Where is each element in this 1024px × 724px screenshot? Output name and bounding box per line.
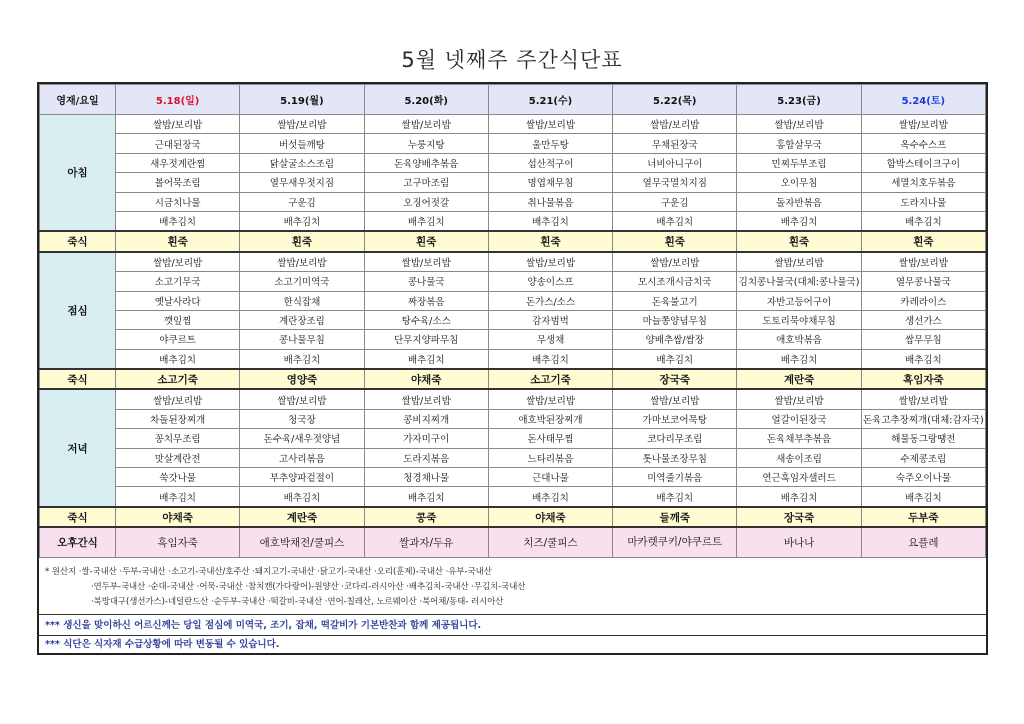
menu-item: 쌀밥/보리밥 <box>240 389 364 409</box>
menu-row <box>40 310 986 329</box>
menu-row <box>40 409 986 428</box>
menu-item: 오징어젓갈 <box>364 192 488 211</box>
menu-item: 배추김치 <box>240 349 364 369</box>
origin-line: * 원산지 ·쌀-국내산 ·두부-국내산 ·소고기-국내산/호주산 ·돼지고기-국내산 ·닭고기-국내산 ·오리(훈제)-국내산 ·유부-국내산 <box>45 566 492 576</box>
menu-item: 옛날사라다 <box>116 291 240 310</box>
menu-item: 돈수육/새우젓양념 <box>240 429 364 448</box>
menu-item: 볼어묵조림 <box>116 173 240 192</box>
menu-item: 쌀밥/보리밥 <box>488 115 612 134</box>
menu-row <box>40 389 986 409</box>
menu-item: 야채죽 <box>116 507 240 527</box>
menu-item: 흑임자죽 <box>116 527 240 558</box>
menu-item: 누룽지탕 <box>364 134 488 153</box>
menu-item: 장국죽 <box>613 369 737 389</box>
menu-item: 쌀밥/보리밥 <box>364 389 488 409</box>
day-header: 5.22(목) <box>613 85 737 115</box>
menu-item: 흰죽 <box>240 231 364 251</box>
menu-item: 쌀밥/보리밥 <box>364 252 488 272</box>
menu-item: 배추김치 <box>613 487 737 507</box>
meal-label: 오후간식 <box>40 527 116 558</box>
menu-item: 마카렛쿠키/야쿠르트 <box>613 527 737 558</box>
menu-item: 도라지나물 <box>861 192 985 211</box>
menu-item: 쌀밥/보리밥 <box>488 252 612 272</box>
menu-item: 오이무침 <box>737 173 861 192</box>
menu-item: 배추김치 <box>613 211 737 231</box>
menu-item: 도라지볶음 <box>364 448 488 467</box>
menu-item: 생선가스 <box>861 310 985 329</box>
day-header: 5.18(일) <box>116 85 240 115</box>
menu-item: 계란장조림 <box>240 310 364 329</box>
menu-row <box>40 211 986 231</box>
porridge-row <box>40 231 986 251</box>
menu-item: 배추김치 <box>488 349 612 369</box>
menu-item: 시금치나물 <box>116 192 240 211</box>
menu-item: 톳나물조장무침 <box>613 448 737 467</box>
menu-item: 쌀밥/보리밥 <box>861 252 985 272</box>
menu-item: 요플레 <box>861 527 985 558</box>
menu-item: 배추김치 <box>240 211 364 231</box>
menu-item: 짜장볶음 <box>364 291 488 310</box>
menu-item: 새우젓계란찜 <box>116 153 240 172</box>
menu-item: 쌈무무침 <box>861 330 985 349</box>
menu-item: 두부죽 <box>861 507 985 527</box>
day-header: 5.21(수) <box>488 85 612 115</box>
menu-item: 가자미구이 <box>364 429 488 448</box>
menu-row <box>40 448 986 467</box>
menu-item: 한식잡채 <box>240 291 364 310</box>
menu-row <box>40 291 986 310</box>
menu-item: 배추김치 <box>364 211 488 231</box>
menu-row <box>40 349 986 369</box>
menu-item: 쌀밥/보리밥 <box>240 115 364 134</box>
menu-item: 흰죽 <box>116 231 240 251</box>
menu-item: 청경채나물 <box>364 468 488 487</box>
menu-item: 홍합살무국 <box>737 134 861 153</box>
menu-item: 버섯들깨탕 <box>240 134 364 153</box>
menu-row <box>40 330 986 349</box>
menu-item: 구운김 <box>240 192 364 211</box>
menu-item: 꽁치무조림 <box>116 429 240 448</box>
menu-item: 구운김 <box>613 192 737 211</box>
menu-item: 양송이스프 <box>488 272 612 291</box>
menu-item: 치즈/쿨피스 <box>488 527 612 558</box>
menu-item: 해물동그랑땡전 <box>861 429 985 448</box>
birthday-notice: *** 생신을 맞이하신 어르신께는 당일 점심에 미역국, 조기, 잡채, 떡갈비가 기본반찬과 함께 제공됩니다. <box>39 614 986 635</box>
menu-item: 쌀밥/보리밥 <box>488 389 612 409</box>
menu-item: 쌀밥/보리밥 <box>737 115 861 134</box>
menu-item: 탕수육/소스 <box>364 310 488 329</box>
menu-item: 돈육고추장찌개(대체:감자국) <box>861 409 985 428</box>
menu-item: 야채죽 <box>364 369 488 389</box>
menu-item: 청국장 <box>240 409 364 428</box>
menu-item: 닭살굴소스조림 <box>240 153 364 172</box>
corner-header: 영재/요일 <box>40 85 116 115</box>
meal-label: 죽식 <box>40 231 116 251</box>
menu-item: 명엽채무침 <box>488 173 612 192</box>
menu-item: 콩나물국 <box>364 272 488 291</box>
menu-item: 소고기죽 <box>488 369 612 389</box>
menu-item: 고구마조림 <box>364 173 488 192</box>
menu-item: 야쿠르트 <box>116 330 240 349</box>
menu-item: 들깨죽 <box>613 507 737 527</box>
menu-item: 야채죽 <box>488 507 612 527</box>
menu-item: 부추양파겉절이 <box>240 468 364 487</box>
menu-item: 계란죽 <box>737 369 861 389</box>
menu-item: 모시조개시금치국 <box>613 272 737 291</box>
menu-item: 쌀밥/보리밥 <box>116 389 240 409</box>
menu-item: 근대나물 <box>488 468 612 487</box>
day-header: 5.24(토) <box>861 85 985 115</box>
page-title: 5월 넷째주 주간식단표 <box>401 48 623 72</box>
menu-item: 쌀밥/보리밥 <box>240 252 364 272</box>
menu-item: 배추김치 <box>861 487 985 507</box>
menu-item: 배추김치 <box>737 211 861 231</box>
menu-item: 쌀밥/보리밥 <box>116 115 240 134</box>
menu-item: 섭산적구이 <box>488 153 612 172</box>
menu-item: 쌀밥/보리밥 <box>613 389 737 409</box>
menu-item: 취나물볶음 <box>488 192 612 211</box>
menu-row <box>40 487 986 507</box>
menu-item: 배추김치 <box>364 487 488 507</box>
menu-item: 소고기미역국 <box>240 272 364 291</box>
menu-item: 소고기죽 <box>116 369 240 389</box>
menu-item: 양배추쌈/쌈장 <box>613 330 737 349</box>
menu-item: 소고기무국 <box>116 272 240 291</box>
menu-item: 카레라이스 <box>861 291 985 310</box>
menu-item: 고사리볶음 <box>240 448 364 467</box>
menu-item: 콩죽 <box>364 507 488 527</box>
menu-item: 무채된장국 <box>613 134 737 153</box>
menu-row <box>40 252 986 272</box>
menu-item: 흰죽 <box>364 231 488 251</box>
menu-item: 배추김치 <box>861 349 985 369</box>
menu-item: 김치콩나물국(대체:콩나물국) <box>737 272 861 291</box>
menu-item: 장국죽 <box>737 507 861 527</box>
menu-item: 배추김치 <box>613 349 737 369</box>
menu-item: 무생채 <box>488 330 612 349</box>
menu-item: 숙주오이나물 <box>861 468 985 487</box>
menu-item: 감자범벅 <box>488 310 612 329</box>
menu-item: 맛살계란전 <box>116 448 240 467</box>
menu-item: 느타리볶음 <box>488 448 612 467</box>
menu-item: 돈육양배추볶음 <box>364 153 488 172</box>
menu-item: 흰죽 <box>488 231 612 251</box>
menu-item: 열무국멸치지짐 <box>613 173 737 192</box>
menu-item: 자반고등어구이 <box>737 291 861 310</box>
day-header: 5.23(금) <box>737 85 861 115</box>
menu-item: 흰죽 <box>613 231 737 251</box>
menu-item: 배추김치 <box>861 211 985 231</box>
menu-row <box>40 134 986 153</box>
menu-item: 깻잎찜 <box>116 310 240 329</box>
menu-item: 코다리무조림 <box>613 429 737 448</box>
menu-item: 쌀밥/보리밥 <box>613 252 737 272</box>
menu-item: 열무콩나물국 <box>861 272 985 291</box>
porridge-row <box>40 369 986 389</box>
menu-item: 차돌된장찌개 <box>116 409 240 428</box>
menu-item: 배추김치 <box>737 349 861 369</box>
menu-item: 돈가스/소스 <box>488 291 612 310</box>
menu-item: 쌀밥/보리밥 <box>861 389 985 409</box>
menu-item: 마늘쫑양념무침 <box>613 310 737 329</box>
menu-item: 배추김치 <box>116 487 240 507</box>
menu-item: 배추김치 <box>488 211 612 231</box>
origin-line: ·북방대구(생선가스)-네덜란드산 ·순두부-국내산 ·떡갈비-국내산 ·연어-칠레산, 노르웨이산 ·북어채/동태- 러시아산 <box>91 596 504 606</box>
origin-line: ·연두부-국내산 ·순대-국내산 ·어묵-국내산 ·참치캔(가다랑어)-원양산 ·코다리-러시아산 ·배추김치-국내산 ·무김치-국내산 <box>91 581 526 591</box>
meal-label: 아침 <box>40 115 116 232</box>
menu-item: 단무지양파무침 <box>364 330 488 349</box>
menu-item: 쌀밥/보리밥 <box>737 389 861 409</box>
menu-item: 너비아니구이 <box>613 153 737 172</box>
menu-item: 함박스테이크구이 <box>861 153 985 172</box>
menu-item: 열무새우젓지짐 <box>240 173 364 192</box>
menu-item: 배추김치 <box>488 487 612 507</box>
porridge-row <box>40 507 986 527</box>
menu-row <box>40 115 986 134</box>
meal-label: 점심 <box>40 252 116 369</box>
menu-item: 바나나 <box>737 527 861 558</box>
menu-item: 흰죽 <box>737 231 861 251</box>
menu-item: 배추김치 <box>116 349 240 369</box>
menu-item: 흰죽 <box>861 231 985 251</box>
menu-row <box>40 192 986 211</box>
menu-item: 쌀과자/두유 <box>364 527 488 558</box>
menu-item: 돈육불고기 <box>613 291 737 310</box>
menu-item: 영양죽 <box>240 369 364 389</box>
menu-item: 쌀밥/보리밥 <box>364 115 488 134</box>
menu-row <box>40 272 986 291</box>
menu-item: 애호박된장찌개 <box>488 409 612 428</box>
meal-label: 죽식 <box>40 507 116 527</box>
menu-item: 배추김치 <box>364 349 488 369</box>
menu-item: 쌀밥/보리밥 <box>116 252 240 272</box>
menu-item: 애호박볶음 <box>737 330 861 349</box>
menu-item: 연근흑임자샐러드 <box>737 468 861 487</box>
menu-item: 도토리묵야채무침 <box>737 310 861 329</box>
menu-item: 돌자반볶음 <box>737 192 861 211</box>
meal-label: 죽식 <box>40 369 116 389</box>
menu-item: 얼갈이된장국 <box>737 409 861 428</box>
menu-row <box>40 153 986 172</box>
menu-item: 세멸치호두볶음 <box>861 173 985 192</box>
menu-item: 배추김치 <box>116 211 240 231</box>
menu-item: 배추김치 <box>240 487 364 507</box>
menu-row <box>40 173 986 192</box>
menu-change-notice: *** 식단은 식자재 수급상황에 따라 변동될 수 있습니다. <box>39 635 986 653</box>
menu-item: 쌀밥/보리밥 <box>613 115 737 134</box>
menu-item: 돈사태무찜 <box>488 429 612 448</box>
snack-row <box>40 527 986 558</box>
menu-row <box>40 429 986 448</box>
menu-item: 수제콩조림 <box>861 448 985 467</box>
menu-item: 근대된장국 <box>116 134 240 153</box>
menu-item: 흑임자죽 <box>861 369 985 389</box>
header-row <box>40 85 986 115</box>
menu-item: 민찌두부조림 <box>737 153 861 172</box>
day-header: 5.19(월) <box>240 85 364 115</box>
menu-item: 가마보코어묵탕 <box>613 409 737 428</box>
day-header: 5.20(화) <box>364 85 488 115</box>
menu-item: 콩비지찌개 <box>364 409 488 428</box>
menu-item: 쌀밥/보리밥 <box>737 252 861 272</box>
weekly-menu-table <box>39 84 986 558</box>
menu-item: 새송이조림 <box>737 448 861 467</box>
menu-row <box>40 468 986 487</box>
menu-item: 계란죽 <box>240 507 364 527</box>
menu-item: 미역줄기볶음 <box>613 468 737 487</box>
menu-item: 콩나물무침 <box>240 330 364 349</box>
menu-item: 돈육채부추볶음 <box>737 429 861 448</box>
menu-item: 배추김치 <box>737 487 861 507</box>
menu-item: 애호박채전/쿨피스 <box>240 527 364 558</box>
meal-label: 저녁 <box>40 389 116 506</box>
menu-item: 옥수수스프 <box>861 134 985 153</box>
menu-item: 쑥갓나물 <box>116 468 240 487</box>
menu-item: 쌀밥/보리밥 <box>861 115 985 134</box>
menu-item: 울만두탕 <box>488 134 612 153</box>
